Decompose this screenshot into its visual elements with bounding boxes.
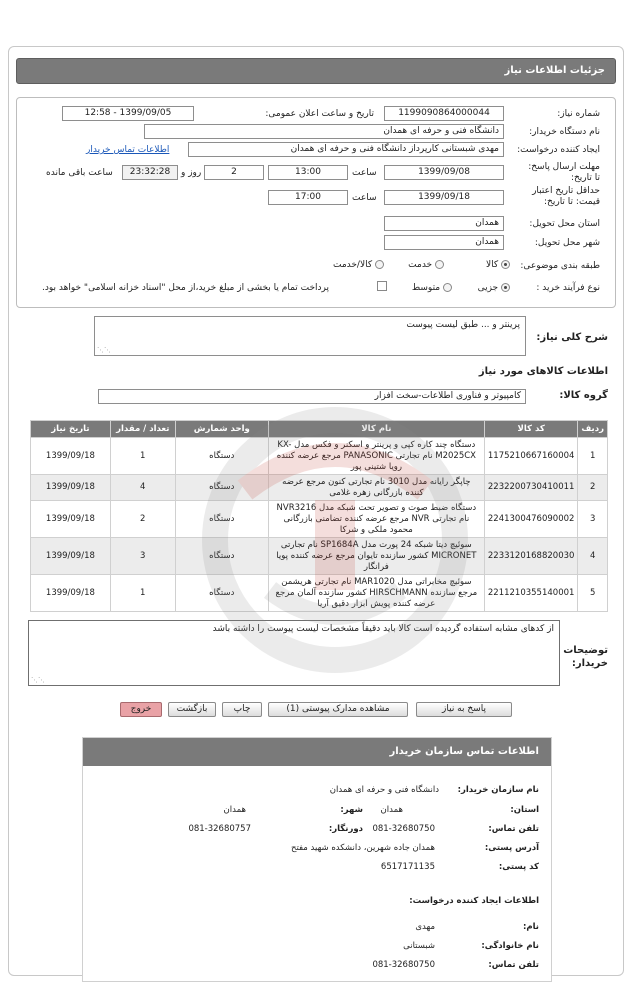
validity-time-field: 17:00: [268, 190, 348, 205]
remaining-time-label: ساعت باقی مانده: [46, 168, 113, 178]
contact-panel-title: اطلاعات تماس سازمان خریدار: [83, 738, 551, 766]
col-date: تاریخ نیاز: [31, 421, 111, 438]
need-number-label: شماره نیاز:: [557, 109, 600, 119]
item-code: 2241300476090002: [484, 501, 578, 538]
creator-family-label: نام خانوادگی:: [481, 941, 539, 951]
process-option-minor[interactable]: جزیی: [478, 283, 510, 293]
province-label: استان محل تحویل:: [529, 219, 600, 229]
process-label: نوع فرآیند خرید :: [536, 283, 600, 293]
col-qty: تعداد / مقدار: [110, 421, 175, 438]
category-label: طبقه بندی موضوعی:: [520, 261, 600, 271]
item-date: 1399/09/18: [31, 575, 111, 612]
buyer-contact-link[interactable]: اطلاعات تماس خریدار: [86, 145, 170, 155]
item-date: 1399/09/18: [31, 501, 111, 538]
process-option-medium[interactable]: متوسط: [412, 283, 452, 293]
creator-field: مهدی شبستانی کارپرداز دانشگاه فنی و حرفه ای همدان: [188, 142, 504, 157]
item-unit: دستگاه: [175, 501, 268, 538]
view-attachments-button[interactable]: مشاهده مدارک پیوستی (1): [268, 702, 408, 717]
contact-province-value: همدان: [380, 805, 403, 815]
item-qty: 1: [110, 575, 175, 612]
item-date: 1399/09/18: [31, 475, 111, 501]
goods-section-title: اطلاعات کالاهای مورد نیاز: [478, 366, 608, 377]
contact-city-value: همدان: [223, 805, 246, 815]
reply-button[interactable]: پاسخ به نیاز: [416, 702, 512, 717]
item-code: 2211210355140001: [484, 575, 578, 612]
deadline-label: مهلت ارسال پاسخ: تا تاریخ:: [528, 162, 600, 183]
table-row: [31, 475, 608, 501]
contact-phone-label: تلفن تماس:: [488, 824, 539, 834]
summary-textarea: پرینتر و ... طبق لیست پیوست ⋰⋰: [94, 316, 526, 356]
table-row: [31, 438, 608, 475]
checkbox-icon[interactable]: [377, 281, 387, 291]
city-label: شهر محل تحویل:: [534, 238, 600, 248]
radio-icon[interactable]: [435, 260, 444, 269]
item-qty: 4: [110, 475, 175, 501]
page-header: [16, 58, 616, 84]
contact-postal-label: کد پستی:: [498, 862, 539, 872]
table-row: [31, 538, 608, 575]
goods-table: [30, 420, 608, 612]
creator-family-value: شبستانی: [403, 941, 435, 951]
radio-selected-icon[interactable]: [501, 283, 510, 292]
treasury-payment-checkbox[interactable]: [377, 281, 387, 292]
back-button[interactable]: بازگشت: [168, 702, 216, 717]
contact-postal-value: 6517171135: [380, 862, 435, 872]
col-code: کد کالا: [484, 421, 578, 438]
radio-icon[interactable]: [375, 260, 384, 269]
city-field: همدان: [384, 235, 504, 250]
creator-name-label: نام:: [522, 922, 539, 932]
announce-field: 1399/09/05 - 12:58: [62, 106, 194, 121]
radio-selected-icon[interactable]: [501, 260, 510, 269]
row-number: 4: [578, 538, 608, 575]
deadline-date-field: 1399/09/08: [384, 165, 504, 180]
table-row: [31, 575, 608, 612]
row-number: 1: [578, 438, 608, 475]
item-name: چاپگر رایانه مدل 3010 نام تجارتی کنون مرجع عرضه کننده بازرگانی زهره غلامی: [268, 475, 484, 501]
row-number: 5: [578, 575, 608, 612]
item-date: 1399/09/18: [31, 438, 111, 475]
item-unit: دستگاه: [175, 438, 268, 475]
item-name: سوئیچ دیتا شبکه 24 پورت مدل SP1684A نام تجارتی MICRONET کشور سازنده تایوان مرجع عرضه کننده پویا فرانگار: [268, 538, 484, 575]
contact-org-label: نام سازمان خریدار:: [457, 785, 539, 795]
item-qty: 3: [110, 538, 175, 575]
radio-icon[interactable]: [443, 283, 452, 292]
contact-fax-label: دورنگار:: [328, 824, 363, 834]
row-number: 2: [578, 475, 608, 501]
creator-label: ایجاد کننده درخواست:: [517, 145, 600, 155]
exit-button[interactable]: خروج: [120, 702, 162, 717]
goods-table-header: [31, 421, 608, 438]
goods-group-field: کامپیوتر و فناوری اطلاعات-سخت افزار: [98, 389, 526, 404]
page-title: جزئیات اطلاعات نیاز: [504, 65, 605, 76]
creator-name-value: مهدی: [415, 922, 435, 932]
need-number-field: 1199090864000044: [384, 106, 504, 121]
item-unit: دستگاه: [175, 575, 268, 612]
col-name: نام کالا: [268, 421, 484, 438]
buyer-notes-label: توضیحات خریدار:: [563, 645, 608, 669]
item-name: سوئیچ مخابراتی مدل MAR1020 نام تجارتی هریشمن مرجع سازنده HIRSCHMANN کشور سازنده آلمان مرجع عرضه کننده پویش ابزار دقیق آریا: [268, 575, 484, 612]
table-row: [31, 501, 608, 538]
remaining-time-field: 23:32:28: [122, 165, 178, 180]
buyer-org-field: دانشگاه فنی و حرفه ای همدان: [144, 124, 504, 139]
item-qty: 2: [110, 501, 175, 538]
buyer-notes-textarea: از کدهای مشابه استفاده گردیده است کالا باید دقیقاً مشخصات لیست پیوست را داشته باشد ⋰⋰: [28, 620, 560, 686]
item-unit: دستگاه: [175, 475, 268, 501]
category-option-service[interactable]: خدمت: [408, 260, 444, 270]
item-code: 1175210667160004: [484, 438, 578, 475]
announce-label: تاریخ و ساعت اعلان عمومی:: [265, 109, 374, 119]
deadline-time-field: 13:00: [268, 165, 348, 180]
contact-fax-value: 081-32680757: [188, 824, 251, 834]
treasury-payment-note: پرداخت تمام یا بخشی از مبلغ خرید،از محل "اسناد خزانه اسلامی" خواهد بود.: [42, 283, 330, 293]
goods-group-label: گروه کالا:: [559, 390, 608, 401]
item-qty: 1: [110, 438, 175, 475]
col-unit: واحد شمارش: [175, 421, 268, 438]
province-field: همدان: [384, 216, 504, 231]
deadline-days-label: روز و: [181, 168, 202, 178]
item-name: دستگاه چند کاره کپی و پرینتر و اسکنر و فکس مدل KX-M2025CX نام تجارتی PANASONIC مرجع عرضه کننده رویا شتینی پور: [268, 438, 484, 475]
buyer-contact-panel: [82, 737, 552, 982]
contact-phone-value: 081-32680750: [372, 824, 435, 834]
creator-section-title: اطلاعات ایجاد کننده درخواست:: [409, 896, 539, 906]
row-number: 3: [578, 501, 608, 538]
item-code: 2233120168820030: [484, 538, 578, 575]
contact-address-label: آدرس پستی:: [484, 843, 539, 853]
resize-grip-icon[interactable]: ⋰⋰: [97, 346, 111, 354]
creator-phone-value: 081-32680750: [372, 960, 435, 970]
validity-time-label: ساعت: [352, 193, 377, 203]
validity-date-field: 1399/09/18: [384, 190, 504, 205]
contact-org-value: دانشگاه فنی و حرفه ای همدان: [329, 785, 439, 795]
deadline-time-label: ساعت: [352, 168, 377, 178]
contact-city-label: شهر:: [340, 805, 363, 815]
resize-grip-icon[interactable]: ⋰⋰: [31, 676, 45, 684]
creator-phone-label: تلفن تماس:: [488, 960, 539, 970]
buyer-org-label: نام دستگاه خریدار:: [529, 127, 600, 137]
deadline-days-field: 2: [204, 165, 264, 180]
print-button[interactable]: چاپ: [222, 702, 262, 717]
item-code: 2232200730410011: [484, 475, 578, 501]
category-option-goods-service[interactable]: کالا/خدمت: [333, 260, 384, 270]
item-name: دستگاه ضبط صوت و تصویر تحت شبکه مدل NVR3216 نام تجارتی NVR مرجع عرضه کننده تضامنی بازرگانی محمود ملکی و شرکا: [268, 501, 484, 538]
col-row: ردیف: [578, 421, 608, 438]
validity-label: حداقل تاریخ اعتبار قیمت: تا تاریخ:: [532, 186, 600, 207]
contact-address-value: همدان جاده شهرین، دانشکده شهید مفتح: [290, 843, 435, 853]
item-date: 1399/09/18: [31, 538, 111, 575]
contact-province-label: استان:: [510, 805, 539, 815]
category-option-goods[interactable]: کالا: [486, 260, 510, 270]
summary-label: شرح کلی نیاز:: [536, 332, 608, 343]
item-unit: دستگاه: [175, 538, 268, 575]
